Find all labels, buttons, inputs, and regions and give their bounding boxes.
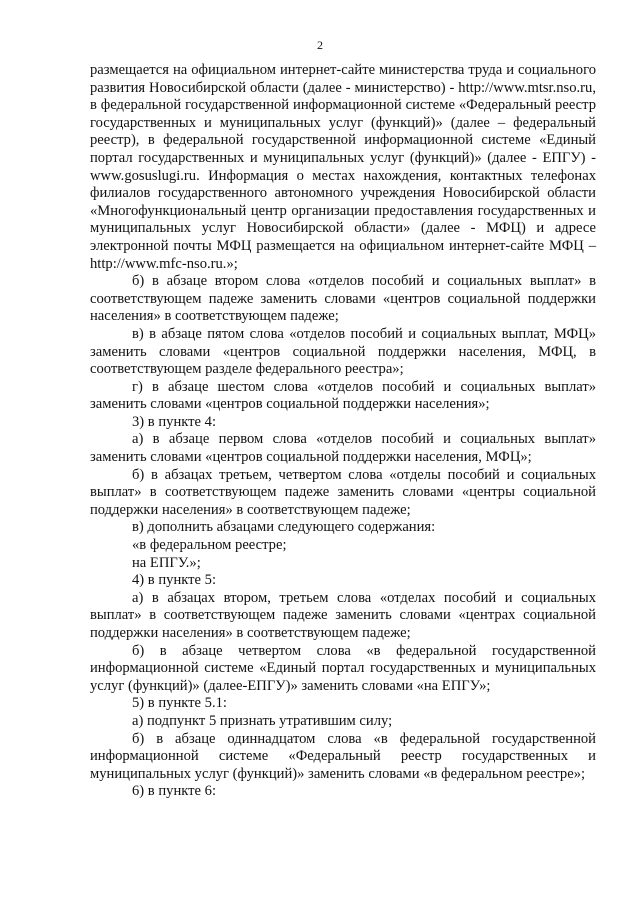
paragraph: а) подпункт 5 признать утратившим силу; xyxy=(132,712,393,729)
paragraph: 3) в пункте 4: xyxy=(132,413,217,430)
document-body xyxy=(90,62,596,801)
paragraph: в) дополнить абзацами следующего содержания: xyxy=(132,519,436,536)
paragraph: г) в абзаце шестом слова «отделов пособий и социальных выплат» заменить словами «центров социальной поддержки населения»; xyxy=(90,378,596,413)
paragraph: 4) в пункте 5: xyxy=(132,572,217,589)
paragraph: б) в абзаце одиннадцатом слова «в федеральной государственной информационной системе «Федеральный реестр государственных и муниципальных услуг (функций)» заменить словами «в федеральном реестре»; xyxy=(90,730,596,782)
paragraph: 6) в пункте 6: xyxy=(132,783,217,800)
page-number: 2 xyxy=(317,38,323,52)
paragraph: «в федеральном реестре; xyxy=(132,537,287,554)
paragraph: б) в абзацах третьем, четвертом слова «отделы пособий и социальных выплат» в соответствующем падеже заменить словами «центры социальной поддержки населения» в соответствующем падеже; xyxy=(90,466,596,518)
paragraph: а) в абзаце первом слова «отделов пособий и социальных выплат» заменить словами «центров социальной поддержки населения, МФЦ»; xyxy=(90,431,596,466)
paragraph: б) в абзаце четвертом слова «в федеральной государственной информационной системе «Единый портал государственных и муниципальных услуг (функций)» (далее-ЕПГУ)» заменить словами «на ЕПГУ»; xyxy=(90,642,596,694)
paragraph: на ЕПГУ.»; xyxy=(132,554,201,571)
paragraph: а) в абзацах втором, третьем слова «отделах пособий и социальных выплат» в соответствующем падеже заменить словами «центрах социальной поддержки населения» в соответствующем падеже; xyxy=(90,589,596,641)
paragraph-continuation: размещается на официальном интернет-сайте министерства труда и социального развития Новосибирской области (далее - министерство) - http://www.mtsr.nso.ru, в федеральной государственной информационной системе «Федеральный реестр государственных и муниципальных услуг (функций)» (далее – федеральный реестр), в федеральной государственной информационной системе «Единый портал государственных и муниципальных услуг (функций)» (далее - ЕПГУ) - www.gosuslugi.ru. Информация о местах нахождения, контактных телефонах филиалов государственного автономного учреждения Новосибирской области «Многофункциональный центр организации предоставления государственных и муниципальных услуг Новосибирской области» (далее - МФЦ) и адресе электронной почты МФЦ размещается на официальном интернет-сайте МФЦ – http://www.mfc-nso.ru.»; xyxy=(90,62,596,272)
paragraph: б) в абзаце втором слова «отделов пособий и социальных выплат» в соответствующем падеже заменить словами «центров социальной поддержки населения» в соответствующем падеже; xyxy=(90,273,596,325)
paragraph: в) в абзаце пятом слова «отделов пособий и социальных выплат, МФЦ» заменить словами «центров социальной поддержки населения, МФЦ, в соответствующем разделе федерального реестра»; xyxy=(90,325,596,378)
paragraph: 5) в пункте 5.1: xyxy=(132,695,227,712)
